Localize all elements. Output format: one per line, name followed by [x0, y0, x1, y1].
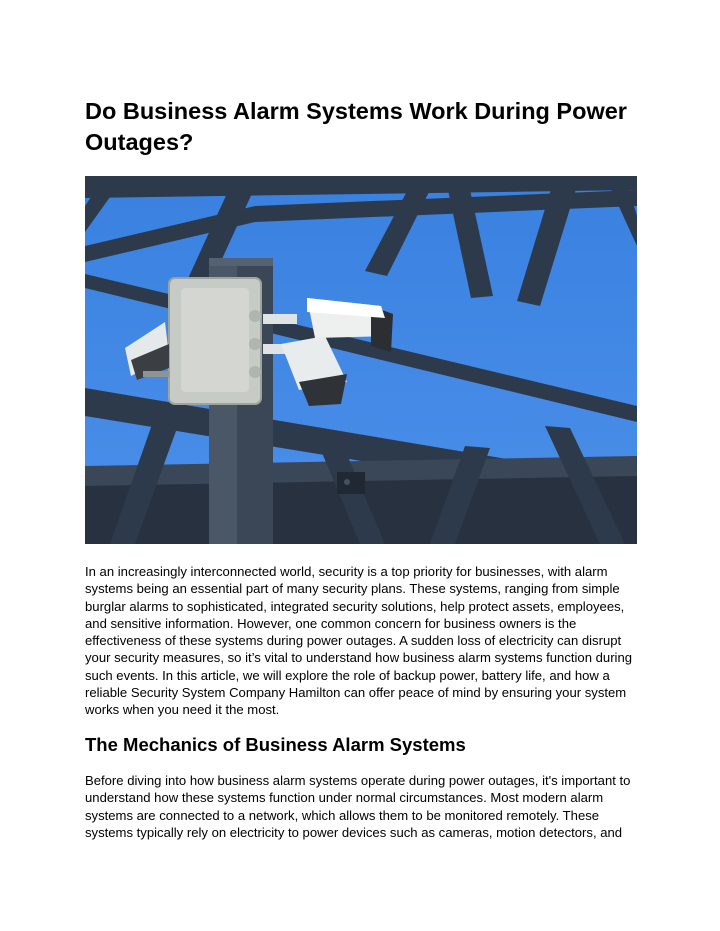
hero-image — [85, 176, 637, 544]
section-heading: The Mechanics of Business Alarm Systems — [85, 734, 466, 755]
beam-bracket — [337, 472, 365, 494]
document-title: Do Business Alarm Systems Work During Power Outages? — [85, 98, 627, 155]
section-paragraph: Before diving into how business alarm systems operate during power outages, it's important to understand how these systems function under normal circumstances. Most modern alarm systems are connected to a network, which allows them to be monitored remotely. These systems typically rely on electricity to power devices such as cameras, motion detectors, and — [85, 773, 631, 840]
security-cameras-on-pole-photo — [85, 176, 637, 544]
intro-paragraph: In an increasingly interconnected world, security is a top priority for businesses, with alarm systems being an essential part of many security plans. These systems, ranging from simple burglar alarms to sophisticated, integrated security solutions, help protect assets, employees, and sensitive information. However, one common concern for business owners is the effectiveness of these systems during power outages. A sudden loss of electricity can disrupt your security measures, so it’s vital to understand how business alarm systems function during such events. In this article, we will explore the role of backup power, battery life, and how a reliable Security System Company Hamilton can offer peace of mind by ensuring your system works when you need it the most. — [85, 564, 633, 718]
junction-box — [169, 278, 261, 404]
